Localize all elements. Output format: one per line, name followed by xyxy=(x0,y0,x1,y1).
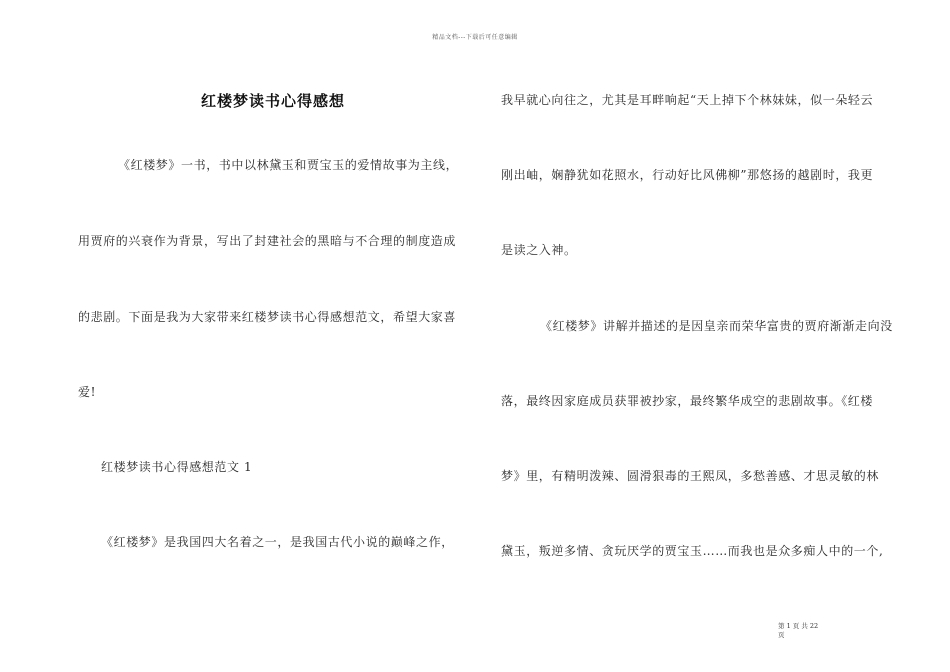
right-line-6: 梦》里，有精明泼辣、圆滑狠毒的王熙凤，多愁善感、才思灵敏的林 xyxy=(501,469,880,483)
left-line-4: 爱! xyxy=(78,385,97,399)
right-line-1: 我早就心向往之，尤其是耳畔响起“天上掉下个林妹妹，似一朵轻云 xyxy=(501,93,874,107)
left-line-3: 的悲剧。下面是我为大家带来红楼梦读书心得感想范文，希望大家喜 xyxy=(78,310,457,324)
right-line-3: 是读之入神。 xyxy=(501,243,577,257)
page-number-line1: 第 1 页 共 22 xyxy=(778,622,819,630)
left-line-1: 《红楼梦》一书，书中以林黛玉和贾宝玉的爱情故事为主线， xyxy=(118,158,459,172)
right-line-7: 黛玉，叛逆多情、贪玩厌学的贾宝玉……而我也是众多痴人中的一个, xyxy=(501,544,884,558)
article-title: 红楼梦读书心得感想 xyxy=(200,92,345,110)
right-line-4: 《红楼梦》讲解并描述的是因皇亲而荣华富贵的贾府渐渐走向没 xyxy=(540,319,893,333)
page-number xyxy=(778,622,858,640)
right-line-2: 刚出岫，娴静犹如花照水，行动好比风佛柳”那悠扬的越剧时，我更 xyxy=(501,168,874,182)
page-number-line2: 页 xyxy=(778,631,785,639)
right-line-5: 落，最终因家庭成员获罪被抄家，最终繁华成空的悲剧故事。《红楼 xyxy=(501,394,874,408)
section-heading: 红楼梦读书心得感想范文 1 xyxy=(101,460,253,474)
page-header: 精品文档---下载后可任意编辑 xyxy=(432,34,518,41)
left-line-2: 用贾府的兴衰作为背景，写出了封建社会的黑暗与不合理的制度造成 xyxy=(78,234,457,248)
left-line-6: 《红楼梦》是我国四大名着之一，是我国古代小说的巅峰之作， xyxy=(101,535,454,549)
